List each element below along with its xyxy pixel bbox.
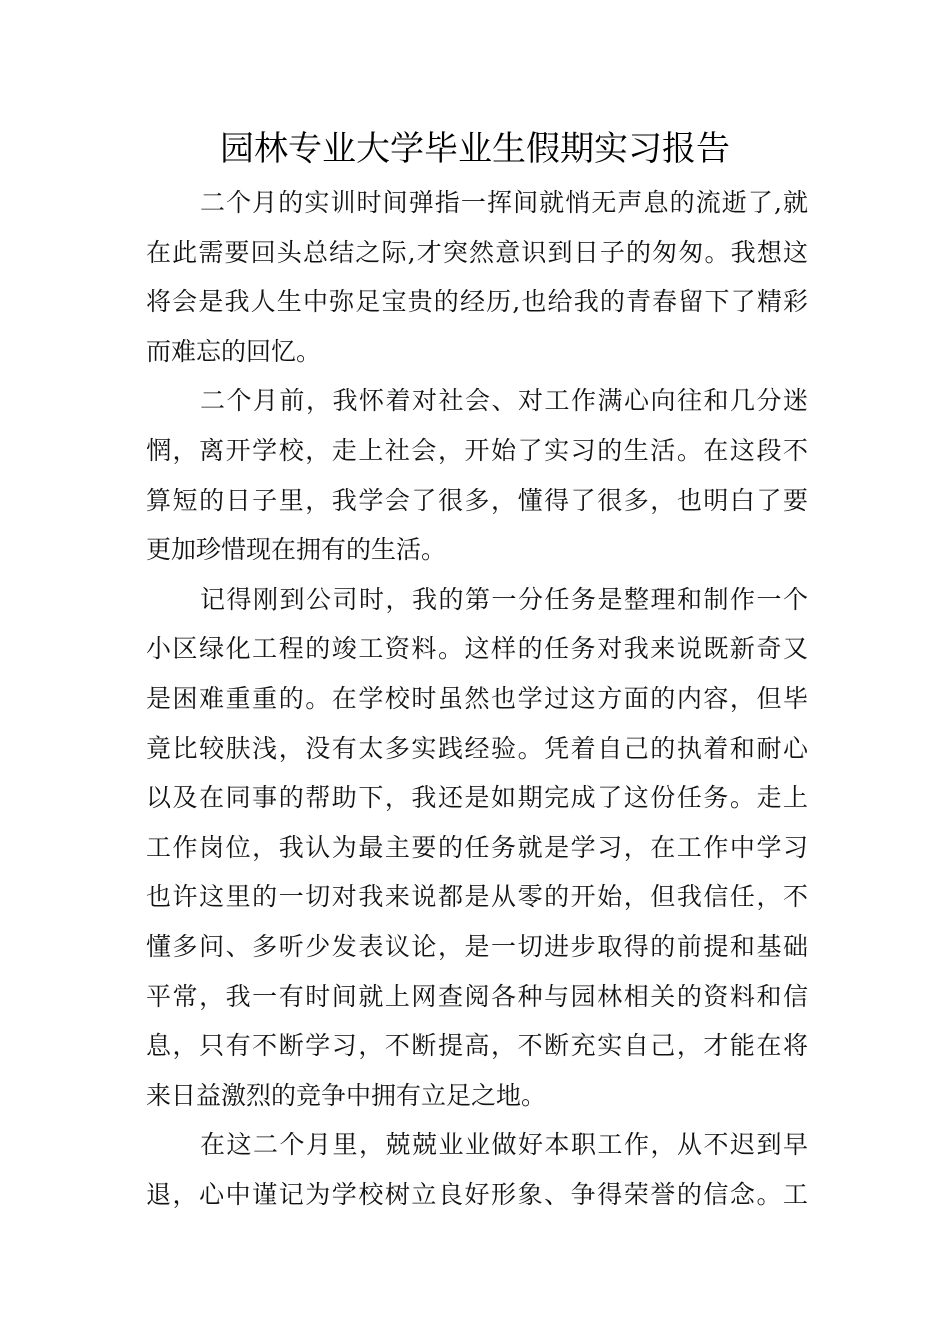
text-line: 记得刚到公司时，我的第一分任务是整理和制作一个 [200, 584, 808, 614]
text-line: 懂多问、多听少发表议论，是一切进步取得的前提和基础 [146, 931, 808, 961]
paragraph-2 [146, 376, 808, 574]
text-line: 更加珍惜现在拥有的生活。 [146, 535, 447, 565]
text-line: 二个月的实训时间弹指一挥间就悄无声息的流逝了,就 [200, 188, 808, 217]
text-line: 将会是我人生中弥足宝贵的经历,也给我的青春留下了精彩 [146, 287, 808, 317]
paragraph-3 [146, 575, 808, 1121]
text-line: 在此需要回头总结之际,才突然意识到日子的匆匆。我想这 [146, 237, 808, 267]
text-line: 小区绿化工程的竣工资料。这样的任务对我来说既新奇又 [146, 634, 808, 664]
text-line: 竟比较肤浅，没有太多实践经验。凭着自己的执着和耐心 [146, 733, 808, 763]
document-body [146, 178, 808, 1219]
text-line: 算短的日子里，我学会了很多，懂得了很多，也明白了要 [146, 485, 808, 515]
text-line: 是困难重重的。在学校时虽然也学过这方面的内容，但毕 [146, 683, 808, 713]
text-line: 在这二个月里，兢兢业业做好本职工作，从不迟到早 [200, 1130, 808, 1160]
paragraph-4 [146, 1120, 808, 1219]
paragraph-1 [146, 178, 808, 376]
text-line: 而难忘的回忆。 [146, 336, 322, 366]
text-line: 二个月前，我怀着对社会、对工作满心向往和几分迷 [200, 386, 808, 416]
text-line: 也许这里的一切对我来说都是从零的开始，但我信任，不 [146, 882, 808, 912]
text-line: 息，只有不断学习，不断提高，不断充实自己，才能在将 [146, 1031, 808, 1061]
text-line: 工作岗位，我认为最主要的任务就是学习，在工作中学习 [146, 832, 808, 862]
text-line: 退，心中谨记为学校树立良好形象、争得荣誉的信念。工 [146, 1179, 808, 1209]
text-line: 来日益激烈的竞争中拥有立足之地。 [146, 1080, 547, 1110]
document-title: 园林专业大学毕业生假期实习报告 [220, 129, 730, 169]
text-line: 惘，离开学校，走上社会，开始了实习的生活。在这段不 [146, 435, 808, 465]
text-line: 以及在同事的帮助下，我还是如期完成了这份任务。走上 [146, 783, 808, 813]
text-line: 平常，我一有时间就上网查阅各种与园林相关的资料和信 [146, 981, 808, 1011]
